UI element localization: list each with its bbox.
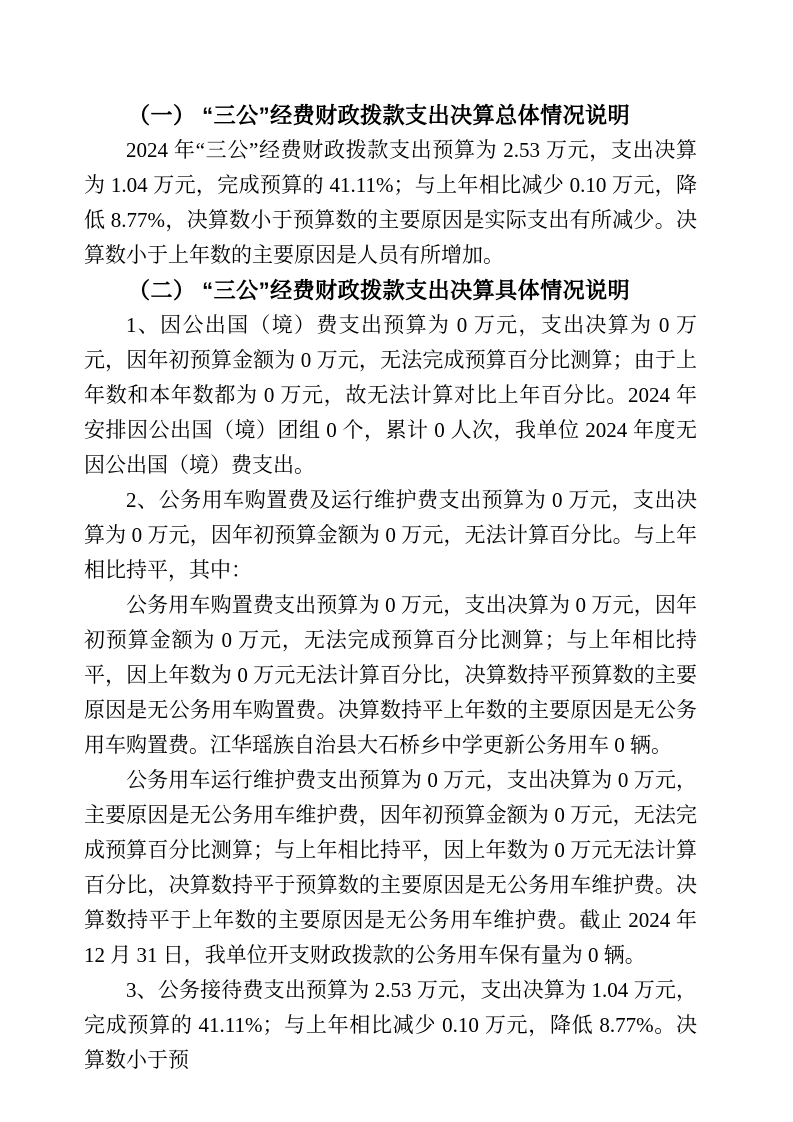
para-1-abroad-expense: 1、因公出国（境）费支出预算为 0 万元，支出决算为 0 万元，因年初预算金额为 0 万元，无法完成预算百分比测算；由于上年数和本年数都为 0 万元，故无法计算对比上年百分比。2024 年安排因公出国（境）团组 0 个，累计 0 人次，我单位 2024 年度无因公出国（境）费支出。 [84,313,697,477]
para-2-vehicle-purchase: 公务用车购置费支出预算为 0 万元，支出决算为 0 万元，因年初预算金额为 0 万元，无法完成预算百分比测算；与上年相比持平，因上年数为 0 万元无法计算百分比，决算数持平预算数的主要原因是无公务用车购置费。决算数持平上年数的主要原因是无公务用车购置费。江华瑶族自治县大石桥乡中学更新公务用车 0 辆。 [84,593,697,757]
para-2-vehicle-maintenance: 公务用车运行维护费支出预算为 0 万元，支出决算为 0 万元，主要原因是无公务用车维护费，因年初预算金额为 0 万元，无法完成预算百分比测算；与上年相比持平，因上年数为 0 万元无法计算百分比，决算数持平于预算数的主要原因是无公务用车维护费。决算数持平于上年数的主要原因是无公务用车维护费。截止 2024 年 12 月 31 日，我单位开支财政拨款的公务用车保有量为 0 辆。 [84,768,697,967]
document-body [84,98,697,1078]
section-1-para-overall: 2024 年“三公”经费财政拨款支出预算为 2.53 万元，支出决算为 1.04 万元，完成预算的 41.11%；与上年相比减少 0.10 万元，降低 8.77%，决算数小于预算数的主要原因是实际支出有所减少。决算数小于上年数的主要原因是人员有所增加。 [84,138,697,267]
para-3-reception-expense: 3、公务接待费支出预算为 2.53 万元，支出决算为 1.04 万元，完成预算的 41.11%；与上年相比减少 0.10 万元，降低 8.77%。决算数小于预 [84,978,697,1072]
section-2-heading: （二） “三公”经费财政拨款支出决算具体情况说明 [128,278,631,303]
para-2-vehicle-total: 2、公务用车购置费及运行维护费支出预算为 0 万元，支出决算为 0 万元，因年初预算金额为 0 万元，无法计算百分比。与上年相比持平，其中： [84,488,697,582]
section-1-heading: （一） “三公”经费财政拨款支出决算总体情况说明 [128,103,631,128]
